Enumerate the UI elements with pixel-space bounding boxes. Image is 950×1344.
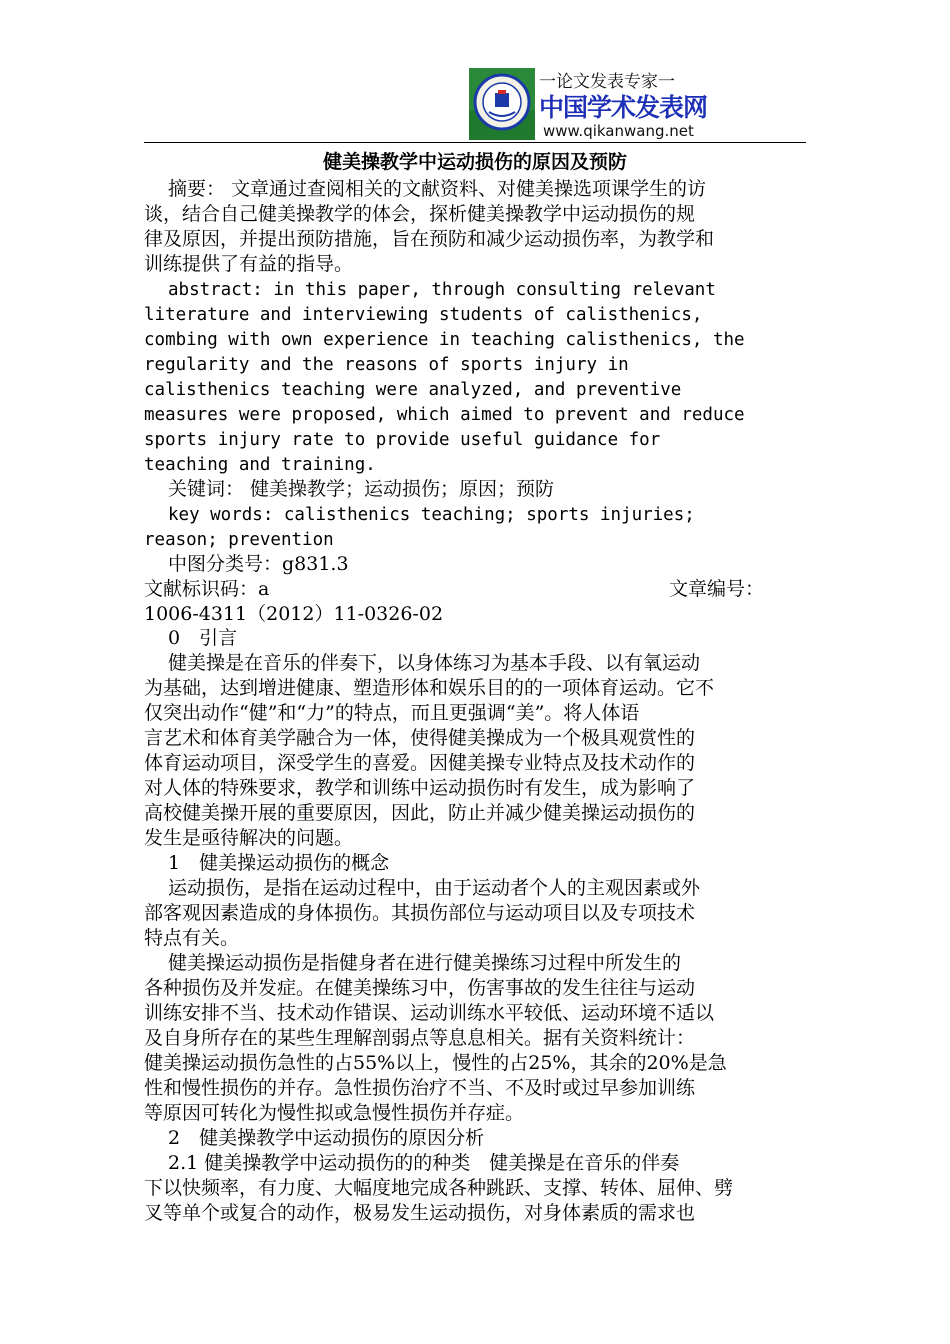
text-line: 特点有关。	[144, 927, 240, 949]
text-line: measures were proposed, which aimed to prevent and reduce	[144, 405, 745, 425]
header-divider	[144, 142, 806, 143]
text-line: 对人体的特殊要求，教学和训练中运动损伤时有发生，成为影响了	[144, 777, 696, 799]
text-line: 等原因可转化为慢性拟或急慢性损伤并存症。	[144, 1102, 525, 1124]
text-line: sports injury rate to provide useful guidance for	[144, 430, 661, 450]
text-line: combing with own experience in teaching calisthenics, the	[144, 330, 745, 350]
seal-logo-icon	[469, 68, 535, 140]
text-line: 谈，结合自己健美操教学的体会，探析健美操教学中运动损伤的规	[144, 203, 696, 225]
text-line: 性和慢性损伤的并存。急性损伤治疗不当、不及时或过早参加训练	[144, 1077, 696, 1099]
text-line: 训练安排不当、技术动作错误、运动训练水平较低、运动环境不适以	[144, 1002, 715, 1024]
logo-name: 中国学术发表网	[539, 93, 708, 122]
text-line: 为基础，达到增进健康、塑造形体和娱乐目的的一项体育运动。它不	[144, 677, 715, 699]
text-line: 训练提供了有益的指导。	[144, 253, 354, 275]
article-number-label: 文章编号：	[669, 578, 765, 600]
text-line: 部客观因素造成的身体损伤。其损伤部位与运动项目以及专项技术	[144, 902, 696, 924]
text-line: 发生是亟待解决的问题。	[144, 827, 354, 849]
text-line: reason; prevention	[144, 530, 334, 550]
logo-url: www.qikanwang.net	[543, 122, 694, 140]
text-line: 2.1 健美操教学中运动损伤的的种类 健美操是在音乐的伴奏	[168, 1152, 680, 1174]
text-line: literature and interviewing students of calisthenics,	[144, 305, 703, 325]
text-line: 健美操运动损伤是指健身者在进行健美操练习过程中所发生的	[168, 952, 682, 974]
section-heading: 0 引言	[168, 627, 238, 649]
text-line: 各种损伤及并发症。在健美操练习中，伤害事故的发生往往与运动	[144, 977, 696, 999]
keywords-en: key words: calisthenics teaching; sports injuries;	[168, 505, 695, 525]
text-line: 叉等单个或复合的动作，极易发生运动损伤，对身体素质的需求也	[144, 1202, 696, 1224]
text-line: 律及原因，并提出预防措施，旨在预防和减少运动损伤率，为教学和	[144, 228, 715, 250]
text-line: 体育运动项目，深受学生的喜爱。因健美操专业特点及技术动作的	[144, 752, 696, 774]
logo-slogan: 一论文发表专家一	[539, 72, 675, 92]
article-title: 健美操教学中运动损伤的原因及预防	[322, 151, 627, 173]
article-number: 1006-4311（2012）11-0326-02	[144, 603, 444, 625]
text-line: abstract: in this paper, through consulting relevant	[168, 280, 716, 300]
text-line: 运动损伤，是指在运动过程中，由于运动者个人的主观因素或外	[168, 877, 701, 899]
text-line: 高校健美操开展的重要原因，因此，防止并减少健美操运动损伤的	[144, 802, 696, 824]
classification-number: 中图分类号：g831.3	[168, 553, 349, 575]
text-line: teaching and training.	[144, 455, 376, 475]
text-line: 健美操是在音乐的伴奏下，以身体练习为基本手段、以有氧运动	[168, 652, 701, 674]
text-line: 言艺术和体育美学融合为一体，使得健美操成为一个极具观赏性的	[144, 727, 696, 749]
text-line: 下以快频率，有力度、大幅度地完成各种跳跃、支撑、转体、屈伸、劈	[144, 1177, 734, 1199]
site-logo	[469, 68, 708, 140]
text-line: regularity and the reasons of sports injury in	[144, 355, 629, 375]
text-line: 及自身所存在的某些生理解剖弱点等息息相关。据有关资料统计：	[144, 1027, 696, 1049]
keywords-zh: 关键词： 健美操教学；运动损伤；原因；预防	[168, 478, 555, 500]
text-line: 摘要： 文章通过查阅相关的文献资料、对健美操选项课学生的访	[168, 178, 707, 200]
text-line: 健美操运动损伤急性的占55%以上，慢性的占25%，其余的20%是急	[144, 1052, 727, 1074]
section-heading: 1 健美操运动损伤的概念	[168, 852, 390, 874]
text-line: 仅突出动作“健”和“力”的特点，而且更强调“美”。将人体语	[144, 702, 640, 724]
document-code: 文献标识码：a	[144, 578, 270, 600]
section-heading: 2 健美操教学中运动损伤的原因分析	[168, 1127, 485, 1149]
text-line: calisthenics teaching were analyzed, and preventive	[144, 380, 682, 400]
